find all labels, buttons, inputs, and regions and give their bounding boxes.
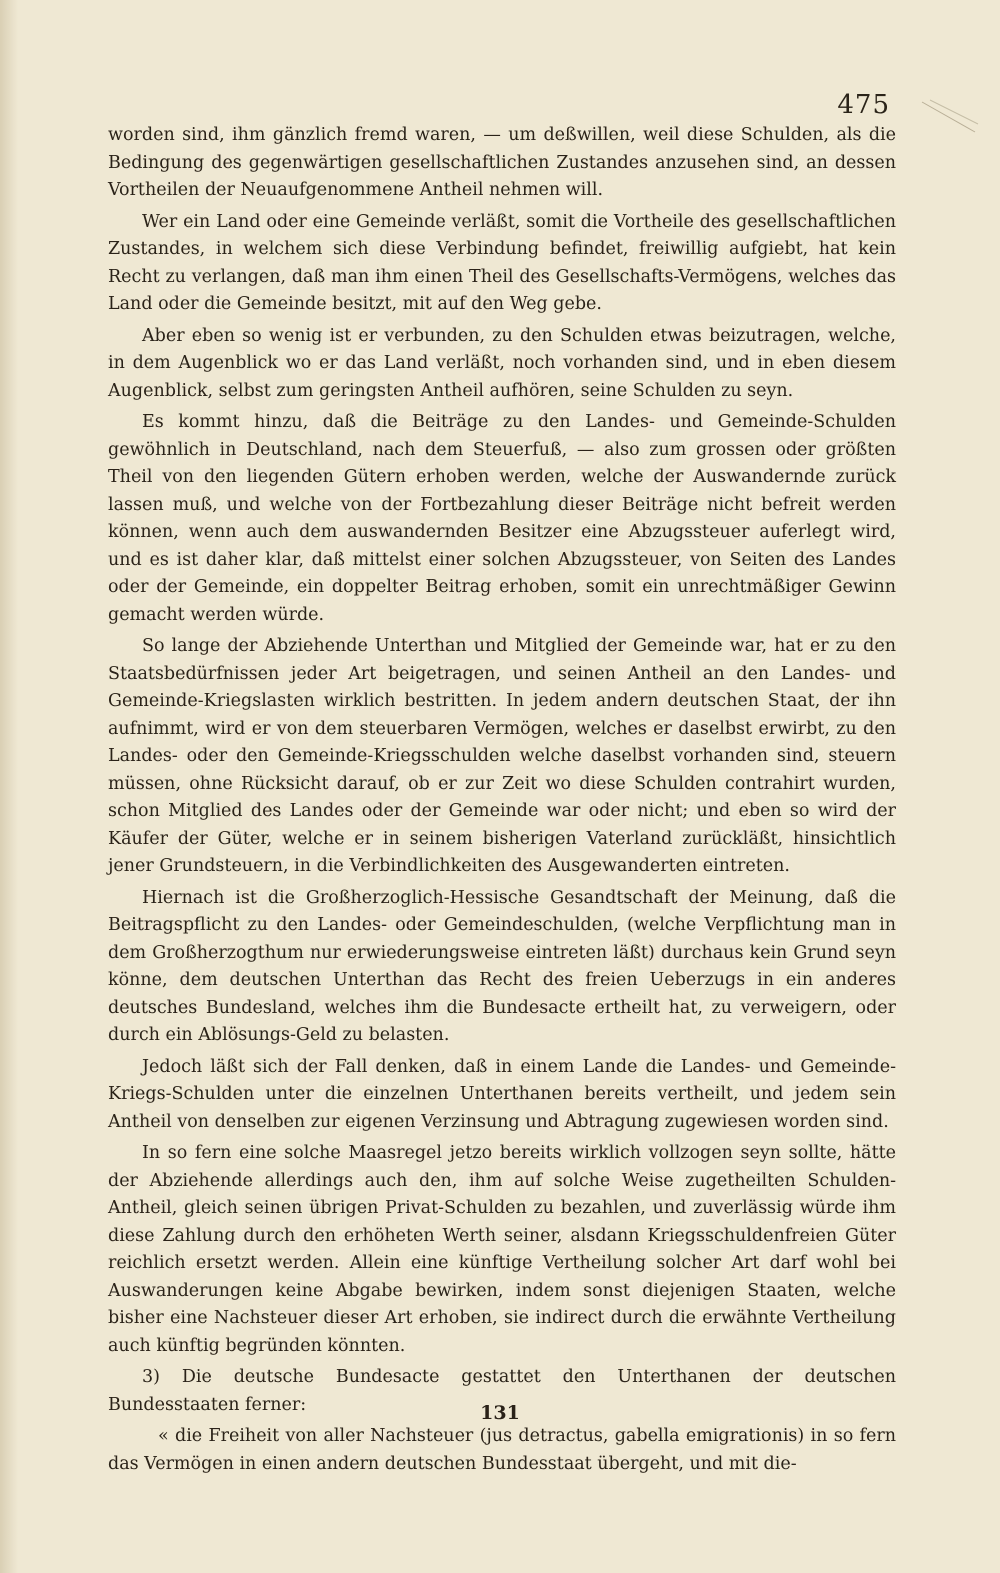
paragraph: Hiernach ist die Großherzoglich-Hessische Gesandtschaft der Meinung, daß die Beitragspflicht zu den Landes- oder Gemeindeschulden, (welche Verpflichtung man in dem Großherzogthum nur erwiederungsweise eintreten läßt) durchaus kein Grund seyn könne, dem deutschen Unterthan das Recht des freien Ueberzugs in ein anderes deutsches Bundesland, welches ihm die Bundesacte ertheilt hat, zu verweigern, oder durch ein Ablösungs-Geld zu belasten. bbox=[108, 887, 896, 1045]
paragraph: 3) Die deutsche Bundesacte gestattet den Unterthanen der deutschen Bundesstaaten ferner: bbox=[108, 1367, 896, 1415]
body-text bbox=[108, 122, 896, 1482]
paragraph: Jedoch läßt sich der Fall denken, daß in einem Lande die Landes- und Gemeinde-Kriegs-Schulden unter die einzelnen Unterthanen bereits vertheilt, und jedem sein Antheil von denselben zur eigenen Verzinsung und Abtragung zugewiesen worden sind. bbox=[108, 1056, 896, 1132]
paragraph: Es kommt hinzu, daß die Beiträge zu den Landes- und Gemeinde-Schulden gewöhnlich in Deutschland, nach dem Steuerfuß, — also zum grossen oder größten Theil von den liegenden Gütern erhoben werden, welche der Auswandernde zurück lassen muß, und welche von der Fortbezahlung dieser Beiträge nicht befreit werden können, wenn auch dem auswandernden Besitzer eine Abzugssteuer auferlegt wird, und es ist daher klar, daß mittelst einer solchen Abzugssteuer, von Seiten des Landes oder der Gemeinde, ein doppelter Beitrag erhoben, somit ein unrechtmäßiger Gewinn gemacht werden würde. bbox=[108, 412, 896, 625]
paragraph: Wer ein Land oder eine Gemeinde verläßt, somit die Vortheile des gesellschaftlichen Zustandes, in welchem sich diese Verbindung befindet, freiwillig aufgiebt, hat kein Recht zu verlangen, daß man ihm einen Theil des Gesellschafts-Vermögens, welches das Land oder die Gemeinde besitzt, mit auf den Weg gebe. bbox=[108, 211, 896, 314]
paragraph: worden sind, ihm gänzlich fremd waren, — um deßwillen, weil diese Schulden, als die Bedingung des gegenwärtigen gesellschaftlichen Zustandes anzusehen sind, an dessen Vortheilen der Neuaufgenommene Antheil nehmen will. bbox=[108, 125, 896, 200]
paragraph: Aber eben so wenig ist er verbunden, zu den Schulden etwas beizutragen, welche, in dem Augenblick wo er das Land verläßt, noch vorhanden sind, und in eben diesem Augenblick, selbst zum geringsten Antheil aufhören, seine Schulden zu seyn. bbox=[108, 325, 896, 401]
page-number: 475 bbox=[837, 90, 890, 120]
paragraph: In so fern eine solche Maasregel jetzo bereits wirklich vollzogen seyn sollte, hätte der Abziehende allerdings auch den, ihm auf solche Weise zugetheilten Schulden-Antheil, gleich seinen übrigen Privat-Schulden zu bezahlen, und zuverlässig würde ihm diese Zahlung durch den erhöheten Werth seiner, alsdann Kriegsschuldenfreien Güter reichlich ersetzt werden. Allein eine künftige Vertheilung solcher Art darf wohl bei Auswanderungen keine Abgabe bewirken, indem sonst diejenigen Staaten, welche bisher eine Nachsteuer dieser Art erhoben, sie indirect durch die erwähnte Vertheilung auch künftig begründen könnten. bbox=[108, 1143, 896, 1356]
paragraph: So lange der Abziehende Unterthan und Mitglied der Gemeinde war, hat er zu den Staatsbedürfnissen jeder Art beigetragen, und seinen Antheil an den Landes- und Gemeinde-Kriegslasten wirklich bestritten. In jedem andern deutschen Staat, der ihn aufnimmt, wird er von dem steuerbaren Vermögen, welches er daselbst erwirbt, zu den Landes- oder den Gemeinde-Kriegsschulden welche daselbst vorhanden sind, steuern müssen, ohne Rücksicht darauf, ob er zur Zeit wo diese Schulden contrahirt wurden, schon Mitglied des Landes oder der Gemeinde war oder nicht; und eben so wird der Käufer der Güter, welche er in seinem bisherigen Vaterland zurückläßt, hinsichtlich jener Grundsteuern, in die Verbindlichkeiten des Ausgewanderten eintreten. bbox=[108, 636, 896, 876]
quoted-paragraph: « die Freiheit von aller Nachsteuer (jus detractus, gabella emigrationis) in so fern das Vermögen in einen andern deutschen Bundesstaat übergeht, und mit die- bbox=[108, 1426, 896, 1474]
signature-mark: 131 bbox=[480, 1402, 520, 1424]
page-edge-shadow bbox=[0, 0, 18, 1573]
corner-pencil-mark bbox=[920, 98, 980, 138]
